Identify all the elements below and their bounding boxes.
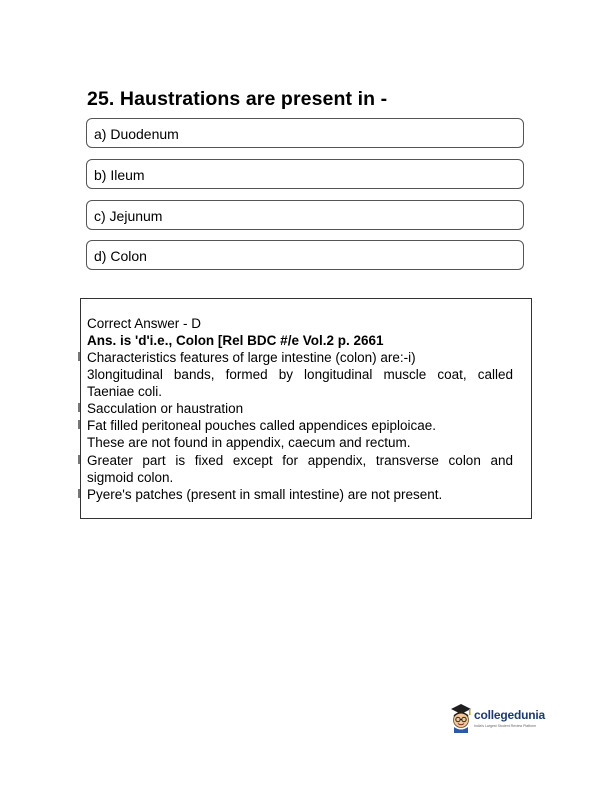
bullet-marker	[78, 403, 80, 412]
answer-line-3: Taeniae coli.	[87, 384, 163, 399]
bullet-marker	[78, 455, 80, 464]
answer-reference: Ans. is 'd'i.e., Colon [Rel BDC #/e Vol.2 p. 2661	[87, 333, 384, 348]
option-c[interactable]: c) Jejunum	[86, 200, 524, 230]
bullet-marker	[78, 352, 80, 361]
answer-line-8: sigmoid colon.	[87, 470, 174, 485]
bullet-marker	[78, 420, 80, 429]
answer-line-5: Fat filled peritoneal pouches called appendices epiploicae.	[87, 418, 436, 433]
answer-line-6: These are not found in appendix, caecum and rectum.	[87, 435, 411, 450]
answer-line-9: Pyere's patches (present in small intestine) are not present.	[87, 487, 443, 502]
logo-name: collegedunia	[474, 708, 545, 722]
option-b[interactable]: b) Ileum	[86, 159, 524, 189]
option-a[interactable]: a) Duodenum	[86, 118, 524, 148]
graduate-mascot-icon	[449, 703, 473, 733]
option-d[interactable]: d) Colon	[86, 240, 524, 270]
answer-line-7: Greater part is fixed except for appendix, transverse colon and	[87, 453, 513, 468]
answer-line-1: Characteristics features of large intestine (colon) are:-i)	[87, 350, 416, 365]
correct-answer: Correct Answer - D	[87, 316, 202, 331]
logo-tagline: India's Largest Student Review Platform	[474, 724, 537, 728]
answer-line-2: 3longitudinal bands, formed by longitudinal muscle coat, called	[87, 367, 513, 382]
bullet-marker	[78, 489, 80, 498]
question-title: 25. Haustrations are present in -	[87, 88, 388, 110]
answer-line-4: Sacculation or haustration	[87, 401, 244, 416]
